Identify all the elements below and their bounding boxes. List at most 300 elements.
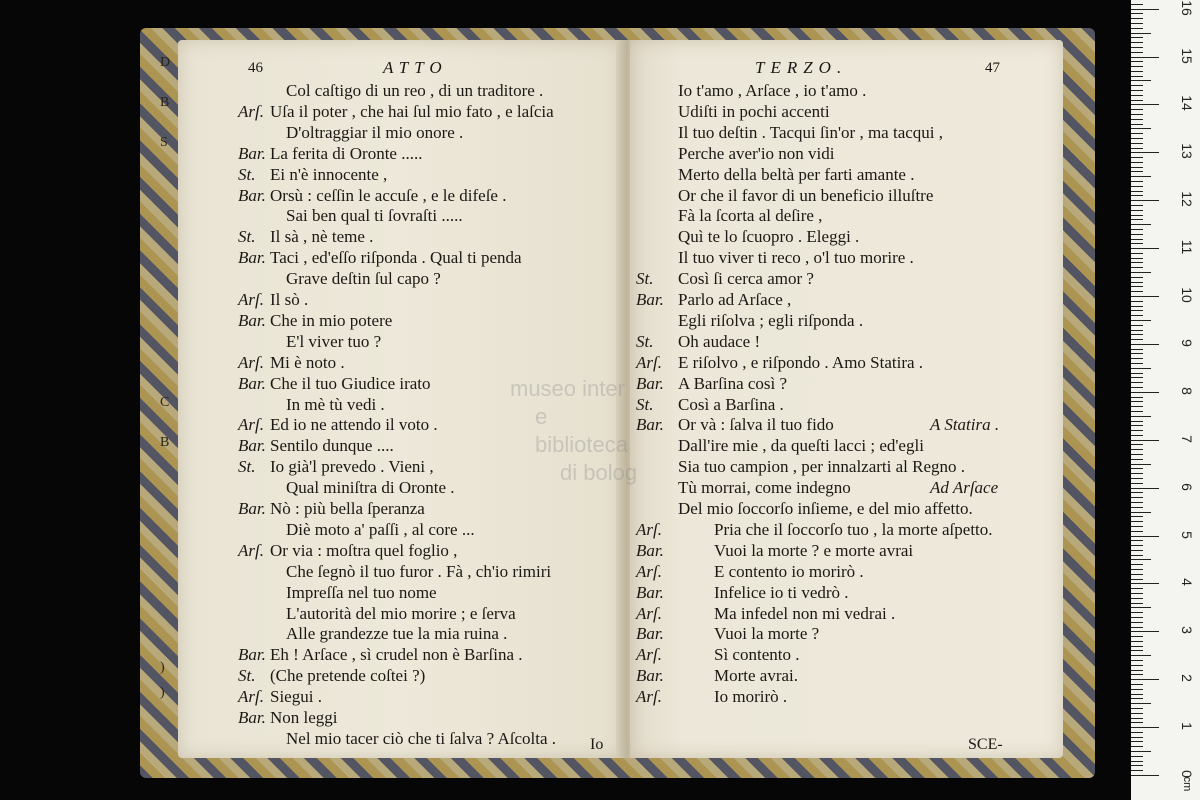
text-line [178, 373, 623, 394]
ruler-tick [1131, 215, 1143, 216]
verse-text: Col caſtigo di un reo , di un traditore . [286, 81, 544, 100]
ruler-tick [1131, 28, 1143, 29]
ruler-tick [1131, 339, 1143, 340]
text-line [630, 644, 1063, 665]
verse-text: Oh audace ! [678, 331, 761, 351]
verse-text: Uſa il poter , che hai ſul mio fato , e laſcia [270, 101, 554, 121]
text-line [178, 164, 623, 185]
ruler-tick [1131, 18, 1143, 19]
verse-text: Infelice io ti vedrò . [714, 582, 849, 602]
ruler-tick [1131, 588, 1143, 589]
verse-text: Tù morrai, come indegno [678, 478, 851, 498]
running-head: TERZO. [755, 58, 848, 77]
speaker-label: Bar. [238, 185, 266, 205]
catchword: SCE- [968, 736, 1003, 753]
text-line [630, 122, 1063, 143]
text-line [630, 603, 1063, 624]
ruler-tick [1131, 488, 1159, 489]
ruler-tick [1131, 162, 1143, 163]
text-line [178, 498, 623, 519]
verse-text: Perche aver'io non vidi [678, 143, 835, 163]
verse-text: L'autorità del mio morire ; e ſerva [286, 603, 516, 623]
ruler-tick [1131, 607, 1151, 608]
text-line [630, 289, 1063, 310]
speaker-label: Bar. [238, 310, 266, 330]
ruler-tick [1131, 128, 1151, 129]
verse-text: Pria che il ſoccorſo tuo , la morte aſpetto. [714, 519, 993, 539]
text-line [178, 728, 623, 749]
ruler-tick [1131, 722, 1143, 723]
text-line [630, 582, 1063, 603]
ruler-tick [1131, 579, 1143, 580]
ruler-number: 6 [1179, 482, 1195, 491]
ruler-tick [1131, 320, 1151, 321]
verse-text: Ma infedel non mi vedrai . [714, 603, 896, 623]
speaker-label: Bar. [636, 290, 664, 309]
text-line [178, 80, 623, 101]
ruler-number: 12 [1179, 191, 1195, 207]
ruler-tick [1131, 373, 1143, 374]
ruler-tick [1131, 219, 1143, 220]
verse-text: In mè tù vedi . [286, 394, 385, 414]
ruler-tick [1131, 13, 1143, 14]
verse-text: Alle grandezze tue la mia ruina . [286, 624, 508, 644]
ruler-number: 9 [1179, 338, 1195, 347]
ruler-tick [1131, 157, 1143, 158]
ruler-tick [1131, 171, 1143, 172]
ruler-tick [1131, 617, 1143, 618]
ruler-tick [1131, 57, 1159, 58]
speaker-label: St. [636, 394, 654, 414]
ruler-tick [1131, 353, 1143, 354]
ruler-number: 4 [1179, 578, 1195, 587]
ruler-tick [1131, 483, 1143, 484]
verse-text: Io morirò . [714, 687, 788, 707]
edge-tabs [160, 50, 180, 750]
ruler-tick [1131, 253, 1143, 254]
text-line [178, 414, 623, 435]
verse-text: Il tuo viver ti reco , o'l tuo morire . [678, 248, 914, 268]
ruler-tick [1131, 358, 1143, 359]
measurement-ruler [1131, 0, 1200, 800]
edge-tab: S [160, 135, 168, 150]
verse-text: Taci , ed'eſſo riſponda . Qual ti penda [270, 248, 522, 268]
speaker-label: Arſ. [636, 687, 662, 707]
ruler-tick [1131, 291, 1143, 292]
text-line [630, 394, 1063, 415]
speaker-label: Bar. [636, 666, 664, 686]
text-line [630, 205, 1063, 226]
ruler-tick [1131, 325, 1143, 326]
ruler-number: 16 [1179, 0, 1195, 16]
ruler-tick [1131, 181, 1143, 182]
ruler-tick [1131, 243, 1143, 244]
ruler-tick [1131, 47, 1143, 48]
verse-text: Sì contento . [714, 645, 800, 665]
ruler-tick [1131, 665, 1143, 666]
ruler-tick [1131, 650, 1143, 651]
text-line [178, 352, 623, 373]
verse-text: Sia tuo campion , per innalzarti al Regno . [678, 457, 966, 477]
verse-text: Nel mio tacer ciò che ti ſalva ? Aſcolta . [286, 728, 556, 748]
text-line [178, 310, 623, 331]
verse-text: Ei n'è innocente , [270, 164, 388, 184]
text-line [630, 498, 1063, 519]
text-line [178, 394, 623, 415]
ruler-tick [1131, 186, 1143, 187]
text-line [630, 414, 1063, 435]
text-line [630, 435, 1063, 456]
speaker-label: Arſ. [636, 561, 662, 581]
ruler-tick [1131, 267, 1143, 268]
edge-tab: ) [160, 685, 165, 700]
speaker-label: Bar. [636, 540, 664, 560]
ruler-tick [1131, 641, 1143, 642]
verse-text: Or che il favor di un beneficio illuſtre [678, 185, 934, 205]
ruler-tick [1131, 109, 1143, 110]
ruler-tick [1131, 124, 1143, 125]
ruler-tick [1131, 583, 1159, 584]
verse-text: Vuoi la morte ? [714, 624, 820, 644]
ruler-tick [1131, 679, 1159, 680]
ruler-tick [1131, 727, 1159, 728]
verse-text: Che in mio potere [270, 310, 393, 330]
ruler-tick [1131, 703, 1151, 704]
ruler-tick [1131, 526, 1143, 527]
ruler-tick [1131, 694, 1143, 695]
ruler-tick [1131, 224, 1151, 225]
text-line [630, 247, 1063, 268]
ruler-tick [1131, 459, 1143, 460]
text-line [630, 331, 1063, 352]
ruler-tick [1131, 296, 1159, 297]
speaker-label: St. [238, 227, 256, 247]
verse-text: Nò : più bella ſperanza [270, 499, 425, 518]
text-line [178, 101, 623, 122]
ruler-tick [1131, 550, 1143, 551]
text-line [178, 644, 623, 665]
ruler-tick [1131, 9, 1159, 10]
ruler-tick [1131, 737, 1143, 738]
ruler-tick [1131, 646, 1143, 647]
speaker-label: Bar. [238, 248, 266, 268]
verse-text: La ferita di Oronte ..... [270, 143, 423, 163]
ruler-tick [1131, 277, 1143, 278]
ruler-tick [1131, 713, 1143, 714]
ruler-tick [1131, 239, 1143, 240]
ruler-tick [1131, 421, 1143, 422]
ruler-tick [1131, 114, 1143, 115]
ruler-tick [1131, 42, 1143, 43]
speaker-label: St. [238, 164, 256, 184]
stage-direction: A Statira . [930, 415, 1000, 435]
ruler-tick [1131, 310, 1143, 311]
speaker-label: St. [636, 331, 654, 351]
ruler-tick [1131, 473, 1143, 474]
ruler-number: 3 [1179, 626, 1195, 635]
verse-text: Che il tuo Giudice irato [270, 373, 431, 393]
verse-text: Egli riſolva ; egli riſponda . [678, 310, 864, 330]
speaker-label: Bar. [636, 415, 664, 435]
ruler-tick [1131, 23, 1143, 24]
book-binding [140, 28, 1095, 778]
running-head: ATTO [383, 58, 448, 77]
text-line [178, 289, 623, 310]
text-line [178, 561, 623, 582]
ruler-tick [1131, 684, 1143, 685]
verse-text: Orsù : ceſſin le accuſe , e le difeſe . [270, 185, 507, 205]
verse-text: A Barſina così ? [678, 373, 788, 393]
ruler-tick [1131, 416, 1151, 417]
ruler-tick [1131, 636, 1143, 637]
text-line [630, 456, 1063, 477]
edge-tab: D [160, 55, 171, 70]
ruler-tick [1131, 718, 1143, 719]
ruler-tick [1131, 104, 1159, 105]
ruler-tick [1131, 368, 1151, 369]
verse-text: Impreſſa nel tuo nome [286, 582, 437, 602]
ruler-tick [1131, 344, 1159, 345]
verse-text: Del mio ſoccorſo inſieme, e del mio affetto. [678, 499, 973, 518]
ruler-tick [1131, 555, 1143, 556]
ruler-tick [1131, 100, 1143, 101]
ruler-tick [1131, 282, 1143, 283]
ruler-tick [1131, 545, 1143, 546]
ruler-number: 8 [1179, 386, 1195, 395]
edge-tab: C [160, 395, 170, 410]
ruler-tick [1131, 540, 1143, 541]
ruler-tick [1131, 751, 1151, 752]
ruler-tick [1131, 138, 1143, 139]
text-line [630, 185, 1063, 206]
ruler-tick [1131, 655, 1151, 656]
ruler-tick [1131, 569, 1143, 570]
ruler-tick [1131, 76, 1143, 77]
ruler-number: 0 [1179, 770, 1195, 778]
text-line [178, 435, 623, 456]
catchword: Io [590, 736, 604, 753]
ruler-tick [1131, 468, 1143, 469]
ruler-tick [1131, 732, 1143, 733]
verse-text: Morte avrai. [714, 666, 799, 686]
verse-text: Vuoi la morte ? e morte avrai [714, 540, 914, 560]
ruler-tick [1131, 66, 1143, 67]
ruler-tick [1131, 440, 1159, 441]
verse-text: Sai ben qual ti ſovraſti ..... [286, 206, 463, 226]
ruler-tick [1131, 148, 1143, 149]
verse-text: Io già'l prevedo . Vieni , [270, 457, 434, 477]
text-line [630, 540, 1063, 561]
ruler-tick [1131, 133, 1143, 134]
text-line [178, 623, 623, 644]
page-number: 47 [985, 60, 1000, 76]
ruler-tick [1131, 559, 1151, 560]
text-line [630, 352, 1063, 373]
ruler-tick [1131, 761, 1143, 762]
ruler-tick [1131, 334, 1143, 335]
ruler-tick [1131, 61, 1143, 62]
text-line [630, 226, 1063, 247]
verse-text: Or và : ſalva il tuo fido [678, 415, 834, 435]
verse-text: Il sà , nè teme . [270, 227, 374, 247]
speaker-label: Bar. [636, 624, 664, 644]
edge-tab: ) [160, 660, 165, 675]
ruler-tick [1131, 191, 1143, 192]
ruler-tick [1131, 564, 1143, 565]
ruler-tick [1131, 330, 1143, 331]
text-line [630, 143, 1063, 164]
verse-text: Diè moto a' paſſi , al core ... [286, 519, 475, 539]
speaker-label: Arſ. [636, 645, 662, 665]
ruler-tick [1131, 90, 1143, 91]
text-line [178, 185, 623, 206]
ruler-tick [1131, 593, 1143, 594]
speaker-label: Bar. [238, 143, 266, 163]
ruler-tick [1131, 33, 1151, 34]
verse-text: Mi è noto . [270, 352, 345, 372]
text-line [630, 164, 1063, 185]
ruler-tick [1131, 234, 1143, 235]
watermark-line: di bolog [560, 460, 638, 485]
speaker-label: Bar. [636, 582, 664, 602]
ruler-tick [1131, 205, 1143, 206]
speaker-label: Bar. [636, 373, 664, 393]
verse-text: Sentilo dunque .... [270, 436, 394, 456]
text-line [178, 122, 623, 143]
verse-text: Siegui . [270, 687, 322, 707]
speaker-label: Arſ. [238, 352, 264, 372]
edge-tab: B [160, 95, 170, 110]
ruler-tick [1131, 143, 1143, 144]
ruler-tick [1131, 382, 1143, 383]
speaker-label: St. [636, 269, 654, 289]
speaker-label: Arſ. [238, 290, 264, 309]
verse-text: Qual miniſtra di Oronte . [286, 478, 455, 498]
ruler-tick [1131, 377, 1143, 378]
ruler-tick [1131, 80, 1151, 81]
ruler-tick [1131, 521, 1143, 522]
verse-text: Il sò . [270, 290, 309, 309]
ruler-tick [1131, 363, 1143, 364]
text-line [178, 247, 623, 268]
ruler-tick [1131, 674, 1143, 675]
speaker-label: Arſ. [636, 519, 662, 539]
verse-text: Fà la ſcorta al deſire , [678, 206, 823, 226]
ruler-tick [1131, 411, 1143, 412]
text-line [630, 665, 1063, 686]
ruler-tick [1131, 765, 1143, 766]
verse-text: Quì te lo ſcuopro . Eleggi . [678, 227, 860, 247]
ruler-tick [1131, 167, 1143, 168]
verse-text: Così ſi cerca amor ? [678, 269, 814, 289]
text-line [178, 205, 623, 226]
ruler-tick [1131, 119, 1143, 120]
verse-text: Udiſti in pochi accenti [678, 101, 830, 121]
ruler-number: 13 [1179, 143, 1195, 160]
ruler-tick [1131, 248, 1159, 249]
ruler-number: 2 [1179, 674, 1195, 683]
ruler-tick [1131, 444, 1143, 445]
ruler-tick [1131, 478, 1143, 479]
ruler-tick [1131, 612, 1143, 613]
text-line [630, 268, 1063, 289]
ruler-tick [1131, 286, 1143, 287]
text-line [178, 665, 623, 686]
text-line [630, 373, 1063, 394]
ruler-tick [1131, 387, 1143, 388]
ruler-tick [1131, 698, 1143, 699]
ruler-tick [1131, 152, 1159, 153]
ruler-tick [1131, 497, 1143, 498]
ruler-tick [1131, 195, 1143, 196]
verse-text: Merto della beltà per farti amante . [678, 164, 915, 184]
ruler-tick [1131, 516, 1143, 517]
ruler-tick [1131, 775, 1159, 776]
speaker-label: Bar. [238, 436, 266, 456]
verse-text: D'oltraggiar il mio onore . [286, 122, 464, 142]
ruler-number: 15 [1179, 47, 1195, 64]
verse-text: (Che pretende coſtei ?) [270, 666, 426, 686]
speaker-label: Arſ. [238, 101, 264, 121]
ruler-tick [1131, 756, 1143, 757]
ruler-tick [1131, 258, 1143, 259]
stage-direction: Ad Arſace [930, 478, 999, 498]
watermark-line: e biblioteca [535, 404, 628, 457]
ruler-tick [1131, 670, 1143, 671]
speaker-label: Bar. [238, 708, 266, 727]
text-line [630, 80, 1063, 101]
ruler-tick [1131, 746, 1143, 747]
ruler-tick [1131, 71, 1143, 72]
verse-text: E riſolvo , e riſpondo . Amo Statira . [678, 352, 924, 372]
text-line [630, 477, 1063, 498]
text-line [630, 101, 1063, 122]
verse-text: Parlo ad Arſace , [678, 290, 792, 309]
text-line [630, 623, 1063, 644]
text-line [178, 268, 623, 289]
speaker-label: Bar. [238, 499, 266, 518]
speaker-label: Bar. [238, 373, 266, 393]
speaker-label: St. [238, 666, 256, 686]
page-number: 46 [248, 60, 263, 76]
speaker-label: Arſ. [238, 415, 264, 435]
ruler-tick [1131, 425, 1143, 426]
ruler-tick [1131, 315, 1143, 316]
ruler-tick [1131, 454, 1143, 455]
ruler-tick [1131, 660, 1143, 661]
speaker-label: St. [238, 457, 256, 477]
left-page [178, 40, 623, 758]
speaker-label: Arſ. [636, 603, 662, 623]
watermark-line: museo inter [510, 376, 625, 401]
text-line [178, 456, 623, 477]
ruler-tick [1131, 631, 1159, 632]
text-line [178, 226, 623, 247]
right-page [630, 40, 1063, 758]
speaker-label: Arſ. [238, 540, 264, 560]
ruler-tick [1131, 512, 1151, 513]
speaker-label: Bar. [238, 645, 266, 665]
text-line [178, 331, 623, 352]
verse-text: Dall'ire mie , da queſti lacci ; ed'egli [678, 436, 924, 456]
text-line [178, 582, 623, 603]
verse-text: Così a Barſina . [678, 394, 784, 414]
text-line [630, 561, 1063, 582]
ruler-tick [1131, 392, 1159, 393]
text-line [178, 143, 623, 164]
text-line [178, 686, 623, 707]
ruler-tick [1131, 85, 1143, 86]
